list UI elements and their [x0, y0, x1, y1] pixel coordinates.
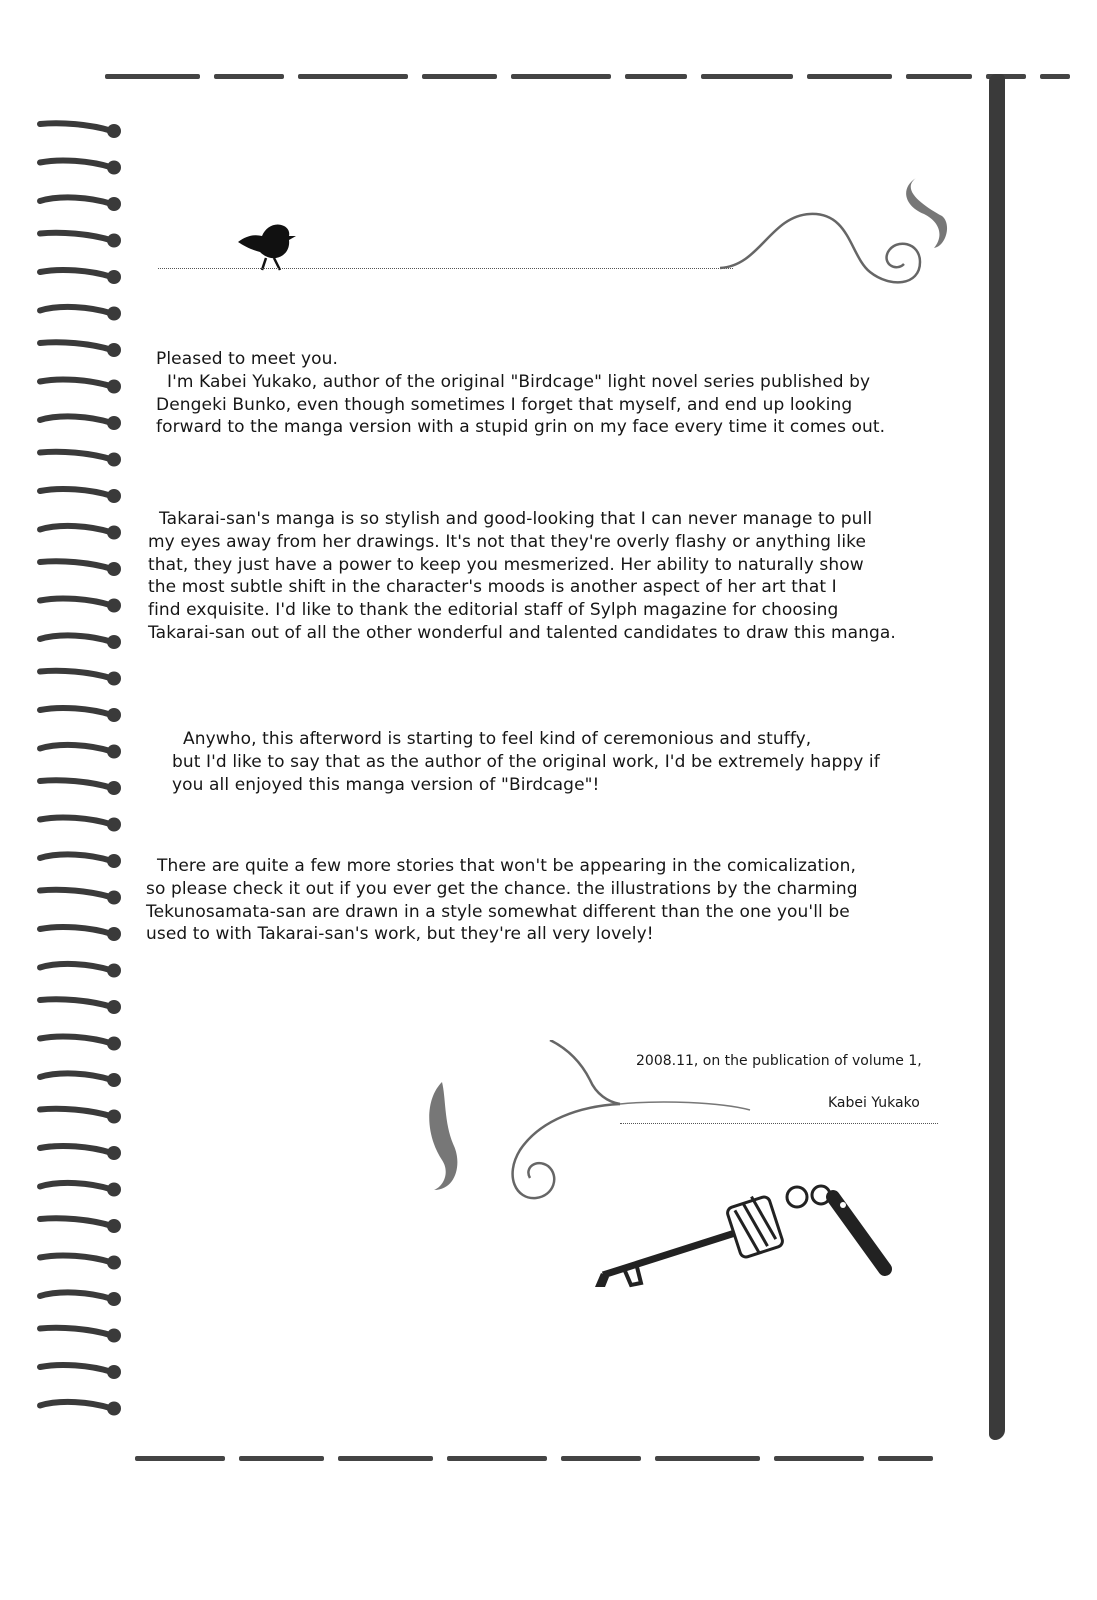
border-dash — [447, 1456, 547, 1461]
binding-ring — [40, 780, 121, 795]
border-dash — [906, 74, 972, 79]
border-dash — [701, 74, 793, 79]
text-line: Takarai-san's manga is so stylish and good-looking that I can never manage to pull — [148, 509, 873, 529]
binding-ring — [40, 890, 121, 905]
border-dash — [625, 74, 687, 79]
binding-ring — [40, 379, 121, 393]
border-dash — [1040, 74, 1070, 79]
binding-ring — [40, 197, 121, 211]
binding-ring — [40, 817, 121, 831]
border-dash — [511, 74, 611, 79]
border-dash — [105, 74, 200, 79]
binding-ring — [40, 598, 121, 612]
binding-ring — [40, 999, 121, 1014]
binding-ring — [40, 635, 121, 649]
binding-ring — [40, 1146, 121, 1160]
binding-ring — [40, 1328, 121, 1343]
binding-ring — [40, 526, 121, 540]
binding-ring — [40, 1292, 121, 1306]
text-line: I'm Kabei Yukako, author of the original "Birdcage" light novel series published by — [156, 371, 871, 392]
binding-ring — [40, 1218, 121, 1233]
afterword-paragraph-4 — [146, 855, 858, 946]
binding-ring — [40, 1255, 121, 1269]
border-dash — [422, 74, 497, 79]
binding-ring — [40, 342, 121, 357]
border-dash — [135, 1456, 225, 1461]
divider-line — [158, 268, 733, 269]
binding-ring — [40, 964, 121, 978]
afterword-paragraph-1 — [156, 348, 885, 439]
binding-ring — [40, 708, 121, 722]
binding-ring — [40, 854, 121, 868]
border-dash — [807, 74, 892, 79]
bird-silhouette-icon — [236, 212, 300, 276]
text-line: Anywho, this afterword is starting to feel kind of ceremonious and stuffy, — [172, 729, 812, 749]
binding-ring — [40, 452, 121, 467]
border-dash — [239, 1456, 324, 1461]
text-line: that, they just have a power to keep you mesmerized. Her ability to naturally show — [148, 554, 864, 575]
border-dash — [214, 74, 284, 79]
text-line: but I'd like to say that as the author of the original work, I'd be extremely happy if — [172, 751, 880, 772]
binding-ring — [40, 233, 121, 248]
text-line: find exquisite. I'd like to thank the editorial staff of Sylph magazine for choosing — [148, 600, 839, 621]
binding-ring — [40, 927, 121, 941]
binding-ring — [40, 1183, 121, 1197]
border-dash — [298, 74, 408, 79]
border-dash — [338, 1456, 433, 1461]
text-line: Tekunosamata-san are drawn in a style somewhat different than the one you'll be — [146, 901, 850, 922]
text-line: so please check it out if you ever get the chance. the illustrations by the charming — [146, 878, 858, 899]
swirl-flourish-icon — [720, 176, 950, 306]
text-line: There are quite a few more stories that won't be appearing in the comicalization, — [146, 856, 856, 876]
binding-ring — [40, 745, 121, 759]
binding-ring — [40, 307, 121, 321]
border-dash — [878, 1456, 933, 1461]
binding-ring — [40, 561, 121, 576]
binding-ring — [40, 270, 121, 284]
date-line: 2008.11, on the publication of volume 1, — [636, 1053, 922, 1069]
binding-ring — [40, 1402, 121, 1416]
spiral-binding — [0, 0, 140, 1600]
top-border — [105, 74, 1070, 79]
afterword-paragraph-3 — [172, 728, 880, 796]
text-line: the most subtle shift in the character's moods is another aspect of her art that I — [148, 577, 837, 598]
border-dash — [561, 1456, 641, 1461]
text-line: used to with Takarai-san's work, but they're all very lovely! — [146, 924, 654, 945]
text-line: Takarai-san out of all the other wonderful and talented candidates to draw this manga. — [148, 622, 896, 643]
binding-ring — [40, 1036, 121, 1050]
binding-ring — [40, 671, 121, 686]
right-border — [989, 74, 1005, 1440]
binding-ring — [40, 1365, 121, 1379]
text-line: Pleased to meet you. — [156, 349, 339, 369]
binding-ring — [40, 1073, 121, 1087]
border-dash — [774, 1456, 864, 1461]
bottom-border — [135, 1456, 933, 1461]
text-line: forward to the manga version with a stupid grin on my face every time it comes out. — [156, 417, 886, 438]
binding-ring — [40, 1109, 121, 1124]
binding-ring — [40, 489, 121, 503]
author-signature: Kabei Yukako — [828, 1095, 920, 1111]
text-line: my eyes away from her drawings. It's not that they're overly flashy or anything like — [148, 531, 867, 552]
binding-ring — [40, 416, 121, 430]
text-line: you all enjoyed this manga version of "Birdcage"! — [172, 774, 600, 795]
border-dash — [655, 1456, 760, 1461]
text-line: Dengeki Bunko, even though sometimes I forget that myself, and end up looking — [156, 394, 853, 415]
afterword-paragraph-2 — [148, 508, 896, 645]
binding-ring — [40, 160, 121, 174]
birdcage-key-icon — [585, 1175, 915, 1295]
binding-ring — [40, 123, 121, 138]
